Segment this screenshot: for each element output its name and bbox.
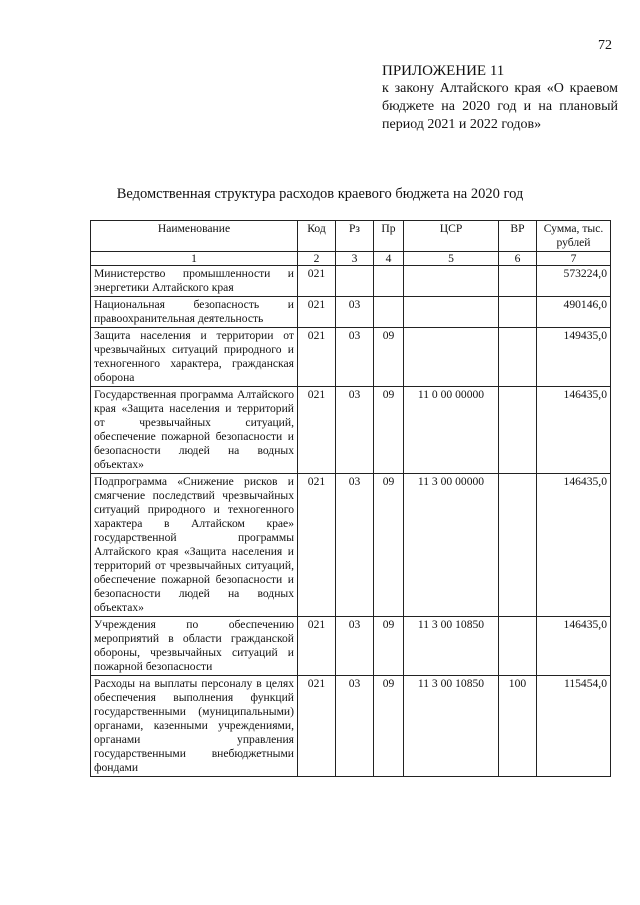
header-code: Код xyxy=(298,221,336,252)
document-title: Ведомственная структура расходов краевого бюджета на 2020 год xyxy=(116,186,524,202)
row-rz xyxy=(336,266,374,297)
row-csr xyxy=(404,297,499,328)
row-name: Министерство промышленности и энергетики Алтайского края xyxy=(91,266,298,297)
row-csr xyxy=(404,266,499,297)
column-number: 7 xyxy=(537,252,611,266)
appendix-block xyxy=(382,62,618,134)
row-code: 021 xyxy=(298,266,336,297)
row-pr: 09 xyxy=(374,387,404,474)
table-row xyxy=(91,474,611,617)
row-csr xyxy=(404,328,499,387)
page-number: 72 xyxy=(598,38,612,53)
row-code: 021 xyxy=(298,297,336,328)
table-row xyxy=(91,328,611,387)
table-row xyxy=(91,617,611,676)
row-rz: 03 xyxy=(336,617,374,676)
row-vr xyxy=(499,474,537,617)
row-csr: 11 0 00 00000 xyxy=(404,387,499,474)
row-pr: 09 xyxy=(374,676,404,777)
row-code: 021 xyxy=(298,676,336,777)
table-row xyxy=(91,297,611,328)
row-name: Защита населения и территории от чрезвычайных ситуаций природного и техногенного характера, гражданская оборона xyxy=(91,328,298,387)
column-number-row xyxy=(91,252,611,266)
row-pr xyxy=(374,266,404,297)
row-name: Национальная безопасность и правоохранительная деятельность xyxy=(91,297,298,328)
row-rz: 03 xyxy=(336,328,374,387)
header-name: Наименование xyxy=(91,221,298,252)
table-row xyxy=(91,676,611,777)
row-vr xyxy=(499,266,537,297)
column-number: 4 xyxy=(374,252,404,266)
row-code: 021 xyxy=(298,474,336,617)
row-code: 021 xyxy=(298,328,336,387)
row-sum: 146435,0 xyxy=(537,387,611,474)
row-csr: 11 3 00 10850 xyxy=(404,676,499,777)
row-vr xyxy=(499,328,537,387)
appendix-subtitle: к закону Алтайского края «О краевом бюджете на 2020 год и на плановый период 2021 и 2022 годов» xyxy=(382,81,618,132)
row-name: Расходы на выплаты персоналу в целях обеспечения выполнения функций государственными (муниципальными) органами, казенными учреждениями, органами управления государственными внебюджетными фондами xyxy=(91,676,298,777)
row-name: Государственная программа Алтайского края «Защита населения и территорий от чрезвычайных ситуаций, обеспечение пожарной безопасности и безопасности людей на водных объектах» xyxy=(91,387,298,474)
row-vr xyxy=(499,387,537,474)
column-number: 3 xyxy=(336,252,374,266)
header-pr: Пр xyxy=(374,221,404,252)
row-vr xyxy=(499,617,537,676)
header-csr: ЦСР xyxy=(404,221,499,252)
header-vr: ВР xyxy=(499,221,537,252)
row-sum: 490146,0 xyxy=(537,297,611,328)
column-number: 5 xyxy=(404,252,499,266)
appendix-title: ПРИЛОЖЕНИЕ 11 xyxy=(382,63,505,79)
table-row xyxy=(91,387,611,474)
row-pr: 09 xyxy=(374,617,404,676)
header-sum: Сумма, тыс. рублей xyxy=(537,221,611,252)
row-sum: 146435,0 xyxy=(537,474,611,617)
row-name: Учреждения по обеспечению мероприятий в области гражданской обороны, чрезвычайных ситуаций и пожарной безопасности xyxy=(91,617,298,676)
row-pr xyxy=(374,297,404,328)
column-number: 1 xyxy=(91,252,298,266)
row-pr: 09 xyxy=(374,474,404,617)
row-rz: 03 xyxy=(336,297,374,328)
column-number: 6 xyxy=(499,252,537,266)
row-sum: 146435,0 xyxy=(537,617,611,676)
row-sum: 115454,0 xyxy=(537,676,611,777)
header-rz: Рз xyxy=(336,221,374,252)
row-code: 021 xyxy=(298,617,336,676)
row-rz: 03 xyxy=(336,474,374,617)
header-row xyxy=(91,221,611,252)
row-sum: 573224,0 xyxy=(537,266,611,297)
row-vr xyxy=(499,297,537,328)
row-name: Подпрограмма «Снижение рисков и смягчение последствий чрезвычайных ситуаций природного и техногенного характера в Алтайском крае» государственной программы Алтайского края «Защита населения и территорий от чрезвычайных ситуаций, обеспечение пожарной безопасности и безопасности людей на водных объектах» xyxy=(91,474,298,617)
table-row xyxy=(91,266,611,297)
row-csr: 11 3 00 00000 xyxy=(404,474,499,617)
row-rz: 03 xyxy=(336,676,374,777)
row-csr: 11 3 00 10850 xyxy=(404,617,499,676)
row-rz: 03 xyxy=(336,387,374,474)
row-vr: 100 xyxy=(499,676,537,777)
row-sum: 149435,0 xyxy=(537,328,611,387)
column-number: 2 xyxy=(298,252,336,266)
budget-table xyxy=(90,220,611,777)
row-pr: 09 xyxy=(374,328,404,387)
row-code: 021 xyxy=(298,387,336,474)
